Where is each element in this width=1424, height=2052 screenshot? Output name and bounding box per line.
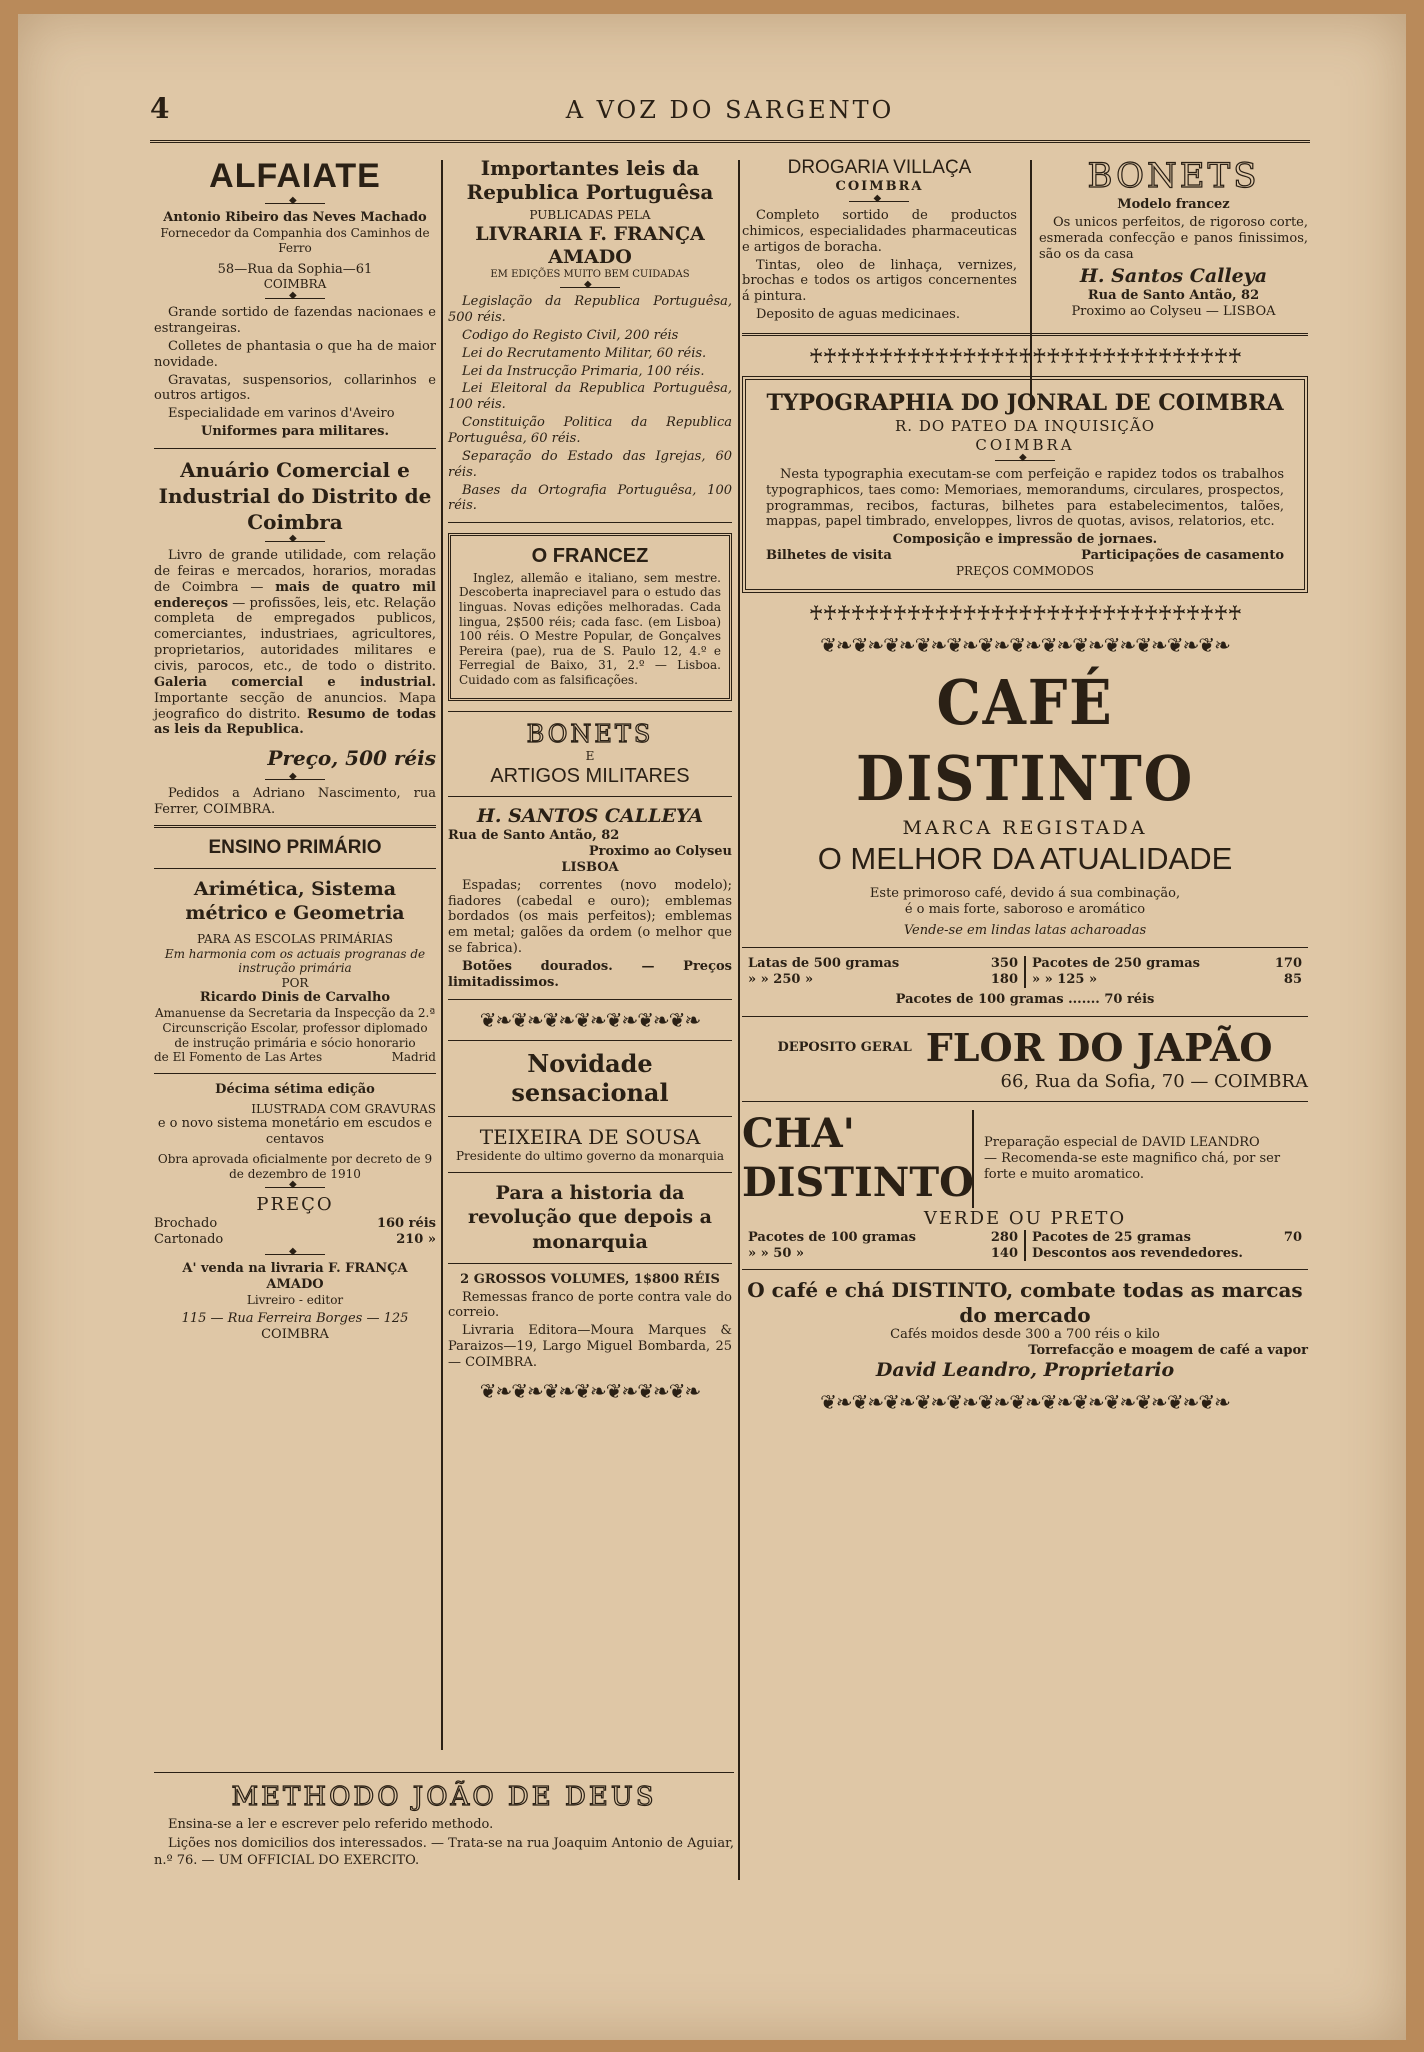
drogaria-title: DROGARIA VILLAÇA bbox=[787, 157, 972, 178]
price-label: » » 250 » bbox=[748, 972, 814, 988]
bonets-title: BONETS bbox=[526, 719, 654, 748]
anuario-price: Preço, 500 réis bbox=[267, 746, 436, 771]
bonets-rua: Rua de Santo Antão, 82 bbox=[448, 828, 620, 844]
francez-body: Inglez, allemão e italiano, sem mestre. Descoberta inapreciavel para o estudo das linguas. Novas edições melhoradas. Cada lingua, 2$500 réis; cada fasc. (em Lisboa) 100 réis. O Mestre Popular, de Gonçalves Pereira (pae), rua de S. Paulo 12, 4.º e Ferregial de Baixo, 31, 2.º — Lisboa. Cuidado com as falsificações. bbox=[459, 570, 721, 688]
anuario-body-1: Livro de grande utilidade, com relação de feiras e mercados, horarios, moradas de Coimbra — bbox=[154, 547, 436, 595]
cha-right bbox=[1026, 1230, 1308, 1262]
ensino-fomento-row bbox=[154, 1050, 436, 1065]
cha-desc bbox=[974, 1135, 1308, 1183]
section-rule bbox=[448, 1263, 732, 1264]
ensino-para: PARA AS ESCOLAS PRIMÁRIAS bbox=[197, 931, 393, 946]
alfaiate-line: Colletes de phantasia o que ha de maior novidade. bbox=[154, 338, 436, 370]
price-label: Pacotes de 100 gramas bbox=[748, 1229, 916, 1245]
price-value: 280 bbox=[990, 1229, 1018, 1245]
decorative-border: ♰♰♰♰♰♰♰♰♰♰♰♰♰♰♰♰♰♰♰♰♰♰♰♰♰♰♰♰♰♰♰ bbox=[808, 344, 1242, 369]
cha-combate: O café e chá DISTINTO, combate todas as marcas do mercado bbox=[747, 1278, 1303, 1327]
bonets2-block bbox=[1025, 156, 1308, 325]
ensino-ilustrada: ILUSTRADA COM GRAVURAS bbox=[251, 1101, 436, 1116]
cha-price-row bbox=[1032, 1230, 1302, 1246]
ornament bbox=[995, 460, 1055, 461]
bonets2-title: BONETS bbox=[1087, 156, 1260, 196]
price-value: 70 réis bbox=[1104, 991, 1155, 1007]
ensino-harmonia: Em harmonia com os actuais progranas de instrução primária bbox=[164, 946, 426, 976]
anuario-bold: mais de quatro mil endereços bbox=[154, 579, 436, 611]
cha-left bbox=[742, 1230, 1026, 1262]
ensino-venda: A' venda na livraria F. FRANÇA AMADO bbox=[182, 1260, 408, 1292]
leis-editions: EM EDIÇÕES MUITO BEM CUIDADAS bbox=[490, 268, 690, 280]
decorative-border: ❦❧❦❧❦❧❦❧❦❧❦❧❦❧❦❧❦❧❦❧❦❧❦❧❦❧ bbox=[820, 1390, 1230, 1415]
section-rule bbox=[154, 1073, 436, 1074]
novidade-book: Para a historia da revolução que depois a monarquia bbox=[468, 1181, 712, 1254]
price-label: Pacotes de 100 gramas bbox=[895, 991, 1064, 1007]
leis-item: Separação do Estado das Igrejas, 60 réis. bbox=[448, 448, 732, 480]
column-3 bbox=[742, 156, 1308, 1422]
price-label: Descontos aos revendedores. bbox=[1032, 1245, 1243, 1261]
leis-item: Lei da Instrucção Primaria, 100 réis. bbox=[462, 363, 705, 379]
ensino-title: ENSINO PRIMÁRIO bbox=[208, 837, 382, 859]
alfaiate-city: COIMBRA bbox=[263, 277, 327, 292]
ensino-livreiro: Livreiro - editor bbox=[246, 1292, 344, 1307]
cafe-price-row bbox=[1032, 956, 1302, 972]
cafe-price-row bbox=[748, 956, 1018, 972]
leis-item: Lei do Recrutamento Militar, 60 réis. bbox=[462, 345, 707, 361]
page-header bbox=[150, 92, 1310, 132]
ornament bbox=[265, 1254, 325, 1255]
drogaria-line: Deposito de aguas medicinaes. bbox=[756, 307, 960, 323]
drogaria-line: Completo sortido de productos chimicos, especialidades pharmaceuticas e artigos de boracha. bbox=[742, 208, 1017, 255]
leis-published: PUBLICADAS PELA bbox=[529, 208, 651, 222]
newspaper-title: A VOZ DO SARGENTO bbox=[565, 96, 895, 124]
ornament bbox=[849, 201, 909, 202]
cha-title: CHA' DISTINTO bbox=[742, 1110, 974, 1206]
cafe-body1: Este primoroso café, devido á sua combinação, bbox=[869, 885, 1181, 901]
price-value: 180 bbox=[990, 972, 1018, 988]
alfaiate-uniforms: Uniformes para militares. bbox=[201, 424, 389, 440]
francez-box bbox=[448, 533, 732, 700]
price-label: » » 125 » bbox=[1032, 972, 1098, 988]
decorative-border: ❦❧❦❧❦❧❦❧❦❧❦❧❦❧❦❧❦❧❦❧❦❧❦❧❦❧ bbox=[820, 633, 1230, 658]
section-rule bbox=[154, 1772, 734, 1773]
typographia-body: Nesta typographia executam-se com perfeição e rapidez todos os trabalhos typographicos, taes como: Memoriaes, memorandums, circulares, prospectos, programmas, recibos, facturas, bilhetes para estabelecimentos, talões, mappas, papel timbrado, enveloppes, livros de quotas, avisos, relatorios, etc. bbox=[766, 466, 1284, 530]
bonets2-body: Os unicos perfeitos, de rigoroso corte, esmerada confecção e panos finissimos, são os da casa bbox=[1038, 215, 1308, 263]
alfaiate-line: Grande sortido de fazendas nacionaes e estrangeiras. bbox=[154, 305, 436, 336]
section-rule bbox=[742, 333, 1308, 336]
novidade-author: TEIXEIRA DE SOUSA bbox=[479, 1124, 701, 1149]
anuario-body-2: — profissões, leis, etc. Relação completa de empregados publicos, comerciantes, industriaes, agricultores, proprietarios, autoridades militares e civis, parocos, etc., de todo o distrito. bbox=[154, 595, 437, 674]
ensino-city: COIMBRA bbox=[261, 1327, 329, 1343]
cha-proprietario: David Leandro, Proprietario bbox=[875, 1358, 1175, 1381]
section-rule bbox=[448, 1172, 732, 1173]
column-2 bbox=[448, 156, 732, 1411]
anuario-body-3: Importante secção de anuncios. Mapa jeografico do distrito. bbox=[154, 690, 436, 722]
ensino-author-desc: Amanuense da Secretaria da Inspecção da 2.ª Circunscrição Escolar, professor diplomado de instrução primária e sócio honorario bbox=[154, 1006, 436, 1050]
page-number: 4 bbox=[150, 92, 170, 125]
bonets-body: Espadas; correntes (novo modelo); fiadores (cabedal e ouro); emblemas bordados (os mais perfeitos); emblemas em metal; galões da ordem (o melhor que se fabrica). bbox=[448, 877, 732, 957]
anuario-title: Anuário Comercial e Industrial do Distrito de Coimbra bbox=[158, 457, 432, 534]
alfaiate-title: ALFAIATE bbox=[209, 157, 381, 195]
ensino-aprovada: Obra aprovada oficialmente por decreto de 9 de dezembro de 1910 bbox=[157, 1151, 433, 1181]
bonets2-rua: Rua de Santo Antão, 82 bbox=[1087, 288, 1260, 304]
novidade-volumes: 2 GROSSOS VOLUMES, 1$800 RÉIS bbox=[460, 1271, 720, 1287]
decorative-border: ❦❧❦❧❦❧❦❧❦❧❦❧❦❧ bbox=[479, 1007, 701, 1032]
ensino-subtitle: Arimética, Sistema métrico e Geometria bbox=[185, 877, 405, 925]
typographia-rua: R. DO PATEO DA INQUISIÇÃO bbox=[894, 417, 1156, 436]
francez-title: O FRANCEZ bbox=[531, 545, 649, 568]
methodo-line1: Ensina-se a ler e escrever pelo referido methodo. bbox=[168, 1816, 494, 1832]
drogaria-line: Tintas, oleo de linhaça, vernizes, brochas e todos os artigos concernentes á pintura. bbox=[742, 257, 1017, 305]
cha-price-row bbox=[748, 1246, 1018, 1262]
cafe-price-table bbox=[742, 956, 1308, 988]
anuario-galeria: Galeria comercial e industrial. bbox=[154, 674, 436, 690]
methodo-line2: Lições nos domicilios dos interessados. — Trata-se na rua Joaquim Antonio de Aguiar, n.º 76. — UM OFFICIAL DO EXERCITO. bbox=[154, 1835, 734, 1868]
header-rule bbox=[150, 140, 1310, 143]
cafe-latas bbox=[742, 956, 1026, 988]
cafe-pacotes bbox=[1026, 956, 1308, 988]
typographia-composicao: Composição e impressão de jornaes. bbox=[892, 532, 1158, 548]
cha-prep: Preparação especial de DAVID LEANDRO bbox=[984, 1135, 1260, 1151]
leis-item: Codigo do Registo Civil, 200 réis bbox=[462, 327, 679, 343]
methodo-block bbox=[154, 1764, 734, 1871]
novidade-livraria: Livraria Editora—Moura Marques & Paraizos—19, Largo Miguel Bombarda, 25 — COIMBRA. bbox=[448, 1323, 732, 1371]
leis-publisher: LIVRARIA F. FRANÇA AMADO bbox=[475, 222, 705, 268]
cha-torrefaccao: Torrefacção e moagem de café a vapor bbox=[1028, 1343, 1308, 1359]
decorative-border: ♰♰♰♰♰♰♰♰♰♰♰♰♰♰♰♰♰♰♰♰♰♰♰♰♰♰♰♰♰♰♰ bbox=[808, 600, 1242, 625]
cafe-marca: MARCA REGISTADA bbox=[902, 816, 1148, 839]
cafe-rua: 66, Rua da Sofia, 70 — COIMBRA bbox=[1000, 1071, 1308, 1093]
ensino-preco: PREÇO bbox=[256, 1194, 334, 1216]
alfaiate-line: Especialidade em varinos d'Aveiro bbox=[168, 406, 395, 422]
typographia-title: TYPOGRAPHIA DO JONRAL DE COIMBRA bbox=[766, 390, 1284, 417]
alfaiate-line: Gravatas, suspensorios, collarinhos e outros artigos. bbox=[154, 372, 436, 404]
alfaiate-address: 58—Rua da Sophia—61 bbox=[217, 261, 373, 277]
leis-item: Constituição Politica da Republica Portuguêsa, 60 réis. bbox=[448, 415, 732, 447]
ensino-madrid: Madrid bbox=[391, 1050, 436, 1065]
deposito-row bbox=[742, 1025, 1308, 1071]
novidade-remessas: Remessas franco de porte contra vale do correio. bbox=[448, 1289, 732, 1321]
ornament bbox=[265, 1187, 325, 1188]
cartonado-price: 210 » bbox=[396, 1232, 436, 1248]
section-rule bbox=[742, 947, 1308, 948]
leis-title: Importantes leis da Republica Portuguêsa bbox=[466, 156, 714, 204]
methodo-title: METHODO JOÃO DE DEUS bbox=[231, 1782, 657, 1812]
price-value: 170 bbox=[1274, 956, 1302, 972]
bonets2-subtitle: Modelo francez bbox=[1117, 197, 1230, 213]
cha-cafes-moidos: Cafés moidos desde 300 a 700 réis o kilo bbox=[890, 1327, 1160, 1343]
cafe-price-row bbox=[1032, 972, 1302, 988]
ornament bbox=[265, 779, 325, 780]
bonets-botoes: Botões dourados. — Preços limitadissimos. bbox=[448, 959, 732, 990]
section-rule bbox=[448, 1116, 732, 1117]
cha-price-row bbox=[748, 1230, 1018, 1246]
section-rule bbox=[154, 825, 436, 828]
col3-top-row bbox=[742, 156, 1308, 325]
column-1 bbox=[154, 156, 436, 1343]
cha-price-table bbox=[742, 1230, 1308, 1262]
cha-row bbox=[742, 1110, 1308, 1208]
cafe-body2: é o mais forte, saboroso e aromático bbox=[904, 901, 1146, 917]
cha-verde: VERDE OU PRETO bbox=[923, 1207, 1127, 1229]
cha-recomenda: — Recomenda-se este magnifico chá, por ser forte e muito aromatico. bbox=[984, 1150, 1281, 1182]
typographia-bilhetes-row bbox=[766, 548, 1284, 564]
cafe-melhor: O MELHOR DA ATUALIDADE bbox=[817, 840, 1233, 876]
ensino-edition: Décima sétima edição bbox=[215, 1081, 375, 1097]
price-value: 350 bbox=[990, 956, 1018, 972]
novidade-title: Novidade sensacional bbox=[511, 1049, 669, 1108]
leis-item: Lei Eleitoral da Republica Portuguêsa, 100 réis. bbox=[448, 381, 732, 413]
bonets-e: E bbox=[585, 748, 595, 763]
alfaiate-supplier: Fornecedor da Companhia dos Caminhos de Ferro bbox=[160, 226, 430, 255]
cafe-title: CAFÉ DISTINTO bbox=[856, 666, 1194, 816]
section-rule bbox=[742, 1269, 1308, 1270]
bonets2-proximo: Proximo ao Colyseu — LISBOA bbox=[1071, 303, 1276, 319]
price-label: » » 50 » bbox=[748, 1245, 805, 1261]
section-rule bbox=[448, 1040, 732, 1041]
brochado-row bbox=[154, 1216, 436, 1232]
cha-price-row bbox=[1032, 1246, 1302, 1262]
typographia-participacoes: Participações de casamento bbox=[1081, 548, 1284, 564]
anuario-orders: Pedidos a Adriano Nascimento, rua Ferrer, COIMBRA. bbox=[154, 785, 436, 817]
bonets-lisboa: LISBOA bbox=[561, 859, 619, 875]
section-rule bbox=[154, 448, 436, 449]
anuario-body bbox=[154, 548, 436, 738]
decorative-border: ❦❧❦❧❦❧❦❧❦❧❦❧❦❧ bbox=[479, 1378, 701, 1403]
cafe-pacote100: Pacotes de 100 gramas ....... 70 réis bbox=[895, 991, 1155, 1007]
drogaria-city: COIMBRA bbox=[835, 179, 924, 195]
bonets-name: H. SANTOS CALLEYA bbox=[476, 805, 704, 827]
section-rule bbox=[448, 796, 732, 797]
bonets2-name: H. Santos Calleya bbox=[1079, 264, 1268, 287]
price-label: Latas de 500 gramas bbox=[748, 956, 900, 972]
ensino-author: Ricardo Dinis de Carvalho bbox=[199, 990, 391, 1006]
section-rule bbox=[448, 711, 732, 712]
ensino-fomento: de El Fomento de Las Artes bbox=[154, 1050, 323, 1065]
leis-item: Bases da Ortografia Portuguêsa, 100 réis. bbox=[448, 482, 732, 514]
section-rule bbox=[742, 1101, 1308, 1102]
section-rule bbox=[154, 868, 436, 869]
drogaria-block bbox=[742, 156, 1025, 325]
ornament bbox=[265, 541, 325, 542]
cafe-deposito: DEPOSITO GERAL bbox=[777, 1040, 912, 1056]
price-value: 140 bbox=[990, 1245, 1018, 1261]
typographia-precos: PREÇOS COMMODOS bbox=[955, 564, 1095, 579]
cafe-flor: FLOR DO JAPÃO bbox=[925, 1024, 1273, 1070]
typographia-bilhetes: Bilhetes de visita bbox=[766, 548, 892, 564]
bonets-proximo: Proximo ao Colyseu bbox=[588, 844, 732, 860]
cafe-vende: Vende-se em lindas latas acharoadas bbox=[903, 923, 1147, 939]
typographia-box bbox=[742, 376, 1308, 592]
price-value: 70 bbox=[1283, 1229, 1302, 1245]
price-value: 85 bbox=[1283, 972, 1302, 988]
novidade-author-desc: Presidente do ultimo governo da monarquia bbox=[455, 1149, 725, 1164]
section-rule bbox=[448, 522, 732, 523]
section-rule bbox=[448, 999, 732, 1000]
section-rule bbox=[742, 1016, 1308, 1017]
ensino-sistema: e o novo sistema monetário em escudos e centavos bbox=[157, 1116, 433, 1148]
ornament bbox=[560, 287, 620, 288]
column-divider bbox=[738, 160, 740, 1880]
ensino-por: POR bbox=[281, 975, 309, 990]
cafe-price-row bbox=[748, 972, 1018, 988]
bonets-artigos: ARTIGOS MILITARES bbox=[490, 764, 690, 787]
price-label: Pacotes de 250 gramas bbox=[1032, 956, 1200, 972]
cartonado-label: Cartonado bbox=[154, 1232, 224, 1248]
leis-item: Legislação da Republica Portuguêsa, 500 réis. bbox=[448, 294, 732, 326]
column-divider bbox=[441, 160, 443, 1750]
anuario-resumo: Resumo de todas as leis da Republica. bbox=[154, 706, 436, 738]
ornament bbox=[265, 298, 325, 299]
alfaiate-name: Antonio Ribeiro das Neves Machado bbox=[163, 210, 427, 226]
brochado-label: Brochado bbox=[154, 1216, 218, 1232]
brochado-price: 160 réis bbox=[376, 1216, 436, 1232]
ensino-rua: 115 — Rua Ferreira Borges — 125 bbox=[181, 1311, 409, 1327]
typographia-city: COIMBRA bbox=[975, 435, 1075, 454]
ornament bbox=[265, 203, 325, 204]
price-label: Pacotes de 25 gramas bbox=[1032, 1229, 1191, 1245]
